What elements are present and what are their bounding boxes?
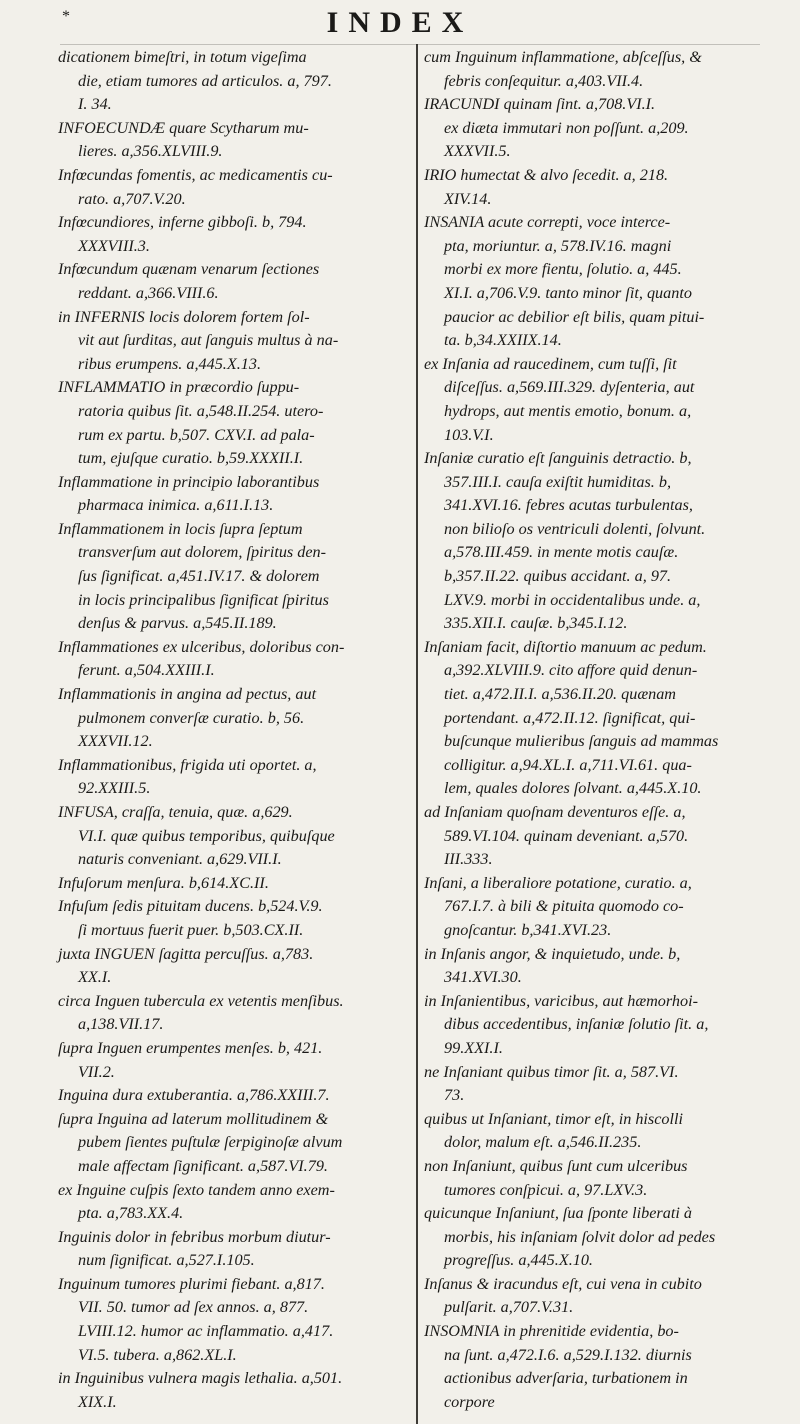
index-line: na ſunt. a,472.I.6. a,529.I.132. diurnis — [444, 1345, 692, 1364]
index-line: quicunque Inſaniunt, ſua ſponte liberati à — [424, 1204, 692, 1223]
index-line: denſus & parvus. a,545.II.189. — [78, 614, 277, 633]
index-line: IRIO humectat & alvo ſecedit. a, 218. — [424, 165, 669, 184]
index-line: a,578.III.459. in mente motis cauſæ. — [444, 543, 679, 562]
index-line: corpore — [444, 1392, 495, 1411]
index-line: Infœcundas fomentis, ac medicamentis cu- — [58, 165, 333, 184]
index-line: VI.I. quæ quibus temporibus, quibuſque — [78, 826, 335, 845]
index-line: Inflammatione in principio laborantibus — [58, 472, 320, 491]
index-line: pubem ſientes puſtulæ ſerpiginoſæ alvum — [78, 1133, 343, 1152]
index-line: ratoria quibus ſit. a,548.II.254. utero- — [78, 401, 324, 420]
index-line: dibus accedentibus, inſaniæ ſolutio ſit. a, — [444, 1015, 709, 1034]
index-line: 589.VI.104. quinam deveniant. a,570. — [444, 826, 689, 845]
index-line: 103.V.I. — [444, 425, 494, 444]
index-line: 357.III.I. cauſa exiſtit humiditas. b, — [444, 472, 672, 491]
index-line: VII.2. — [78, 1062, 115, 1081]
index-line: 99.XXI.I. — [444, 1038, 503, 1057]
index-line: 341.XVI.16. febres acutas turbulentas, — [444, 496, 693, 515]
index-line: non Inſaniunt, quibus ſunt cum ulceribus — [424, 1156, 688, 1175]
index-line: rum ex partu. b,507. CXV.I. ad pala- — [78, 425, 315, 444]
index-line: ad Inſaniam quoſnam deventuros eſſe. a, — [424, 803, 686, 821]
index-line: INSANIA acute correpti, voce interce- — [424, 213, 671, 232]
index-line: in INFERNIS locis dolorem fortem ſol- — [58, 307, 310, 326]
index-line: Inflammationibus, frigida uti oportet. a, — [58, 755, 317, 774]
index-line: morbi ex more fientu, ſolutio. a, 445. — [444, 260, 682, 279]
index-line: pta, moriuntur. a, 578.IV.16. magni — [444, 236, 672, 255]
index-line: pta. a,783.XX.4. — [78, 1204, 184, 1223]
index-line: circa Inguen tubercula ex vetentis menſibus. — [58, 991, 344, 1010]
index-line: VI.5. tubera. a,862.XL.I. — [78, 1345, 237, 1364]
index-line: ex diæta immutari non poſſunt. a,209. — [444, 118, 689, 137]
left-column — [58, 46, 408, 1414]
index-line: ferunt. a,504.XXIII.I. — [78, 661, 215, 680]
index-line: gnoſcantur. b,341.XVI.23. — [444, 920, 612, 939]
index-line: die, etiam tumores ad articulos. a, 797. — [78, 71, 332, 90]
index-line: 767.I.7. à bili & pituita quomodo co- — [444, 897, 684, 916]
index-line: Inſaniam facit, diſtortio manuum ac pedum. — [424, 637, 707, 656]
index-line: ex Inguine cuſpis ſexto tandem anno exem- — [58, 1180, 335, 1199]
index-line: III.333. — [444, 850, 493, 869]
right-column — [424, 46, 774, 1414]
index-line: diſceſſus. a,569.III.329. dyſenteria, aut — [444, 378, 695, 397]
index-line: ex Inſania ad raucedinem, cum tuſſi, ſit — [424, 354, 677, 373]
index-line: XXXVII.12. — [78, 732, 153, 751]
index-line: Infuſorum menſura. b,614.XC.II. — [58, 873, 269, 892]
index-line: hydrops, aut mentis emotio, bonum. a, — [444, 401, 692, 420]
index-line: lem, quales dolores ſolvant. a,445.X.10. — [444, 779, 702, 798]
index-line: XIX.I. — [78, 1392, 117, 1411]
index-line: INSOMNIA in phrenitide evidentia, bo- — [424, 1322, 679, 1341]
index-line: progreſſus. a,445.X.10. — [444, 1251, 593, 1270]
index-line: 73. — [444, 1086, 465, 1105]
header-rule — [60, 44, 760, 45]
index-line: VII. 50. tumor ad ſex annos. a, 877. — [78, 1298, 309, 1317]
index-line: Inguinum tumores plurimi fiebant. a,817. — [58, 1274, 325, 1293]
index-line: LXV.9. morbi in occidentalibus unde. a, — [444, 590, 701, 609]
index-line: Infœcundiores, inferne gibboſi. b, 794. — [58, 213, 307, 232]
index-line: ſus ſignificat. a,451.IV.17. & dolorem — [78, 567, 320, 586]
index-line: actionibus adverſaria, turbationem in — [444, 1369, 688, 1388]
column-divider — [416, 44, 418, 1424]
index-line: juxta INGUEN ſagitta percuſſus. a,783. — [58, 944, 314, 963]
index-line: in Inſanientibus, varicibus, aut hæmorhoi- — [424, 991, 698, 1010]
index-line: Inſani, a liberaliore potatione, curatio. a, — [424, 873, 692, 892]
index-line: Infuſum ſedis pituitam ducens. b,524.V.9. — [58, 897, 323, 916]
ornament-mark: * — [62, 8, 70, 25]
index-line: Inflammationes ex ulceribus, doloribus con- — [58, 637, 345, 656]
index-line: Inflammationis in angina ad pectus, aut — [58, 685, 317, 704]
index-line: ſupra Inguina ad laterum mollitudinem & — [58, 1109, 329, 1128]
index-line: ta. b,34.XXIIX.14. — [444, 331, 562, 350]
index-line: transverſum aut dolorem, ſpiritus den- — [78, 543, 327, 562]
index-line: colligitur. a,94.XL.I. a,711.VI.61. qua- — [444, 755, 692, 774]
index-line: dolor, malum eſt. a,546.II.235. — [444, 1133, 642, 1152]
index-line: IRACUNDI quinam ſint. a,708.VI.I. — [424, 95, 656, 114]
index-line: in locis principalibus ſignificat ſpiritus — [78, 590, 329, 609]
index-line: dicationem bimeſtri, in totum vigeſima — [58, 48, 307, 66]
index-line: rato. a,707.V.20. — [78, 189, 186, 208]
index-line: tiet. a,472.II.I. a,536.II.20. quænam — [444, 685, 676, 704]
index-line: a,138.VII.17. — [78, 1015, 164, 1034]
index-line: pulſarit. a,707.V.31. — [444, 1298, 574, 1317]
index-line: 341.XVI.30. — [444, 968, 522, 987]
index-line: INFUSA, craſſa, tenuia, quæ. a,629. — [58, 803, 293, 821]
index-line: paucior ac debilior eſt bilis, quam pitui- — [444, 307, 705, 326]
index-line: Inflammationem in locis ſupra ſeptum — [58, 519, 303, 538]
index-line: XXXVII.5. — [444, 142, 511, 161]
index-line: XI.I. a,706.V.9. tanto minor ſit, quanto — [444, 283, 692, 302]
index-line: 335.XII.I. cauſæ. b,345.I.12. — [444, 614, 628, 633]
index-line: tum, ejuſque curatio. b,59.XXXII.I. — [78, 449, 304, 468]
index-line: cum Inguinum inflammatione, abſceſſus, & — [424, 48, 702, 66]
index-line: b,357.II.22. quibus accidant. a, 97. — [444, 567, 672, 586]
index-line: male affectam ſignificant. a,587.VI.79. — [78, 1156, 328, 1175]
index-line: XXXVIII.3. — [78, 236, 150, 255]
index-line: Inſanus & iracundus eſt, cui vena in cubito — [424, 1274, 702, 1293]
index-line: num ſignificat. a,527.I.105. — [78, 1251, 255, 1270]
index-line: pulmonem converſæ curatio. b, 56. — [78, 708, 305, 727]
index-line: LVIII.12. humor ac inflammatio. a,417. — [78, 1322, 334, 1341]
index-line: XX.I. — [78, 968, 112, 987]
index-line: ſupra Inguen erumpentes menſes. b, 421. — [58, 1038, 323, 1057]
index-line: Inguinis dolor in febribus morbum diutur- — [58, 1227, 331, 1246]
page-title: INDEX — [326, 6, 474, 39]
index-line: portendant. a,472.II.12. ſignificat, qui- — [444, 708, 696, 727]
index-line: INFOECUNDÆ quare Scytharum mu- — [58, 118, 309, 137]
index-line: naturis conveniant. a,629.VII.I. — [78, 850, 282, 869]
index-line: Inſaniæ curatio eſt ſanguinis detractio. b, — [424, 449, 692, 468]
index-line: ne Inſaniant quibus timor ſit. a, 587.VI. — [424, 1062, 679, 1081]
index-line: in Inſanis angor, & inquietudo, unde. b, — [424, 944, 681, 963]
index-line: morbis, his inſaniam ſolvit dolor ad pedes — [444, 1227, 716, 1246]
index-line: INFLAMMATIO in præcordio ſuppu- — [58, 378, 300, 397]
index-line: ſi mortuus fuerit puer. b,503.CX.II. — [78, 920, 304, 939]
index-line: tumores conſpicui. a, 97.LXV.3. — [444, 1180, 648, 1199]
index-line: febris conſequitur. a,403.VII.4. — [444, 71, 644, 90]
index-line: Inguina dura extuberantia. a,786.XXIII.7. — [58, 1086, 330, 1105]
index-line: quibus ut Inſaniant, timor eſt, in hiscolli — [424, 1109, 683, 1128]
index-line: lieres. a,356.XLVIII.9. — [78, 142, 223, 161]
index-line: reddant. a,366.VIII.6. — [78, 283, 219, 302]
index-line: XIV.14. — [444, 189, 492, 208]
index-line: vit aut ſurditas, aut ſanguis multus à na- — [78, 331, 339, 350]
index-line: in Inguinibus vulnera magis lethalia. a,501. — [58, 1369, 343, 1388]
index-line: buſcunque mulieribus ſanguis ad mammas — [444, 732, 719, 751]
index-line: ribus erumpens. a,445.X.13. — [78, 354, 262, 373]
index-line: pharmaca inimica. a,611.I.13. — [78, 496, 274, 515]
index-line: non bilioſo os ventriculi dolenti, ſolvunt. — [444, 519, 706, 538]
index-line: a,392.XLVIII.9. cito affore quid denun- — [444, 661, 698, 680]
index-line: Infœcundum quænam venarum ſectiones — [58, 260, 320, 279]
index-line: 92.XXIII.5. — [78, 779, 151, 798]
index-line: I. 34. — [78, 95, 112, 114]
